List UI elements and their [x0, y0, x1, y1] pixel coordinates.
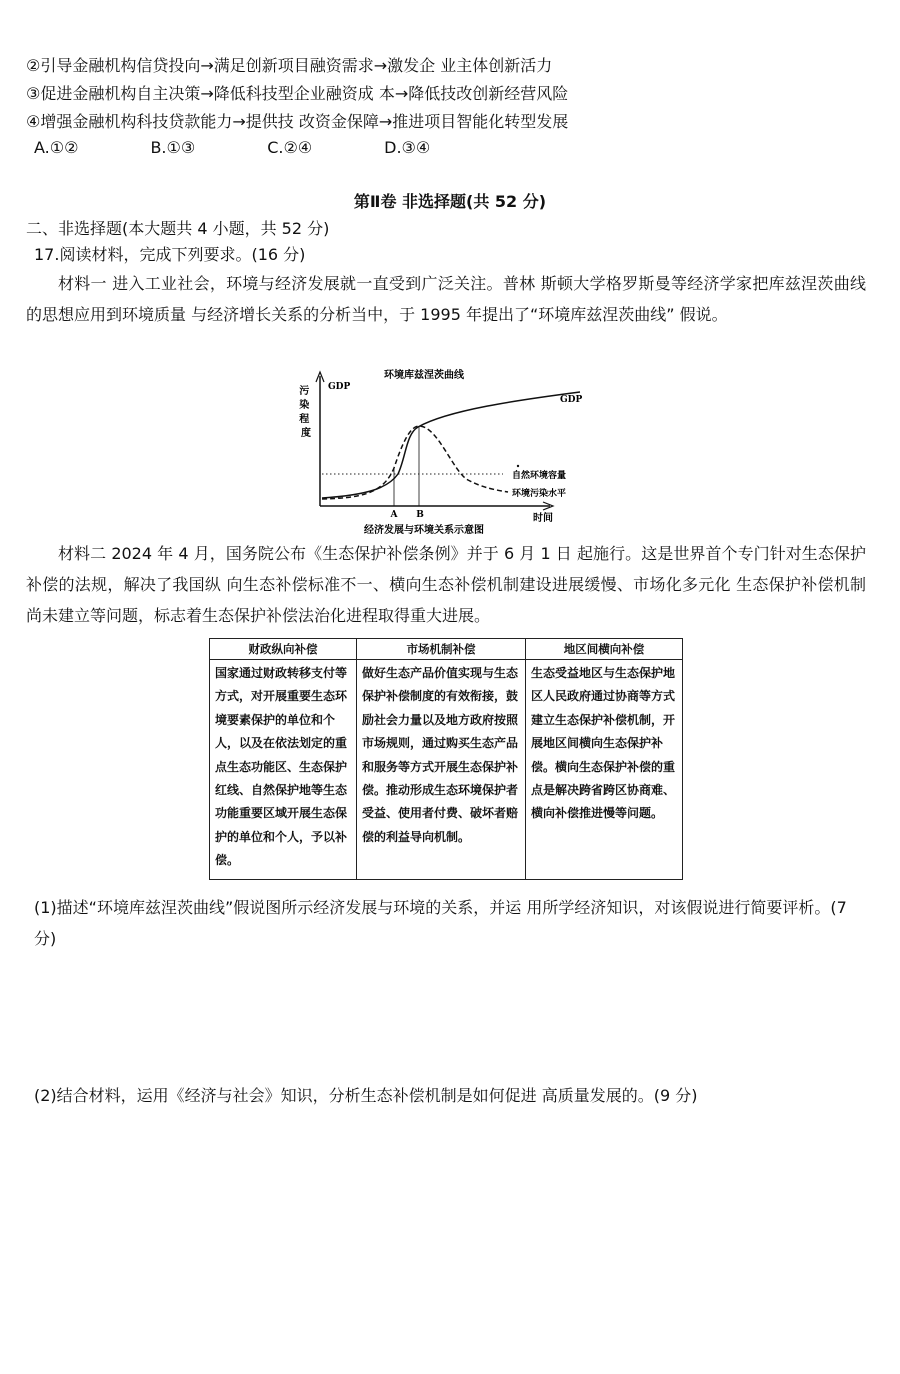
- label-pollution: 环境污染水平: [512, 489, 567, 499]
- part-heading: 二、非选择题(本大题共 4 小题，共 52 分): [26, 219, 330, 238]
- table-row: [210, 660, 683, 880]
- y-label-char-2: 染: [299, 400, 310, 411]
- series-pollution: [322, 426, 508, 499]
- pollution-label-dot: [517, 465, 519, 467]
- question-1: (1)描述“环境库兹涅茨曲线”假说图所示经济发展与环境的关系，并运 用所学经济知识，对该假说进行简要评析。(7 分): [34, 898, 847, 948]
- answer-choices: [34, 137, 502, 159]
- section-title: 第Ⅱ卷 非选择题(共 52 分): [353, 192, 547, 211]
- table-cell: 国家通过财政转移支付等方式，对开展重要生态环境要素保护的单位和个人，以及在依法划定的重点生态功能区、生态保护红线、自然保护地等生态功能重要区域开展生态保护的单位和个人，予以补偿。: [210, 660, 357, 880]
- question-header: 17.阅读材料，完成下列要求。(16 分): [34, 245, 306, 264]
- table-header: 市场机制补偿: [357, 639, 526, 660]
- marker-b-label: B: [416, 510, 424, 520]
- material-two: 材料二 2024 年 4 月，国务院公布《生态保护补偿条例》并于 6 月 1 日 起施行。这是世界首个专门针对生态保护补偿的法规，解决了我国纵 向生态补偿标准不一、横向生态补偿机制建设进展缓慢、市场化多元化 生态保护补偿机制尚未建立等问题，标志着生态保护补偿法治化进程取得重大进展。: [26, 544, 866, 625]
- label-capacity: 自然环境容量: [512, 471, 567, 481]
- y-label-char-4: 度: [301, 428, 311, 439]
- label-gdp: GDP: [560, 395, 583, 405]
- table-header: 地区间横向补偿: [526, 639, 683, 660]
- chart-caption: 经济发展与环境关系示意图: [364, 525, 484, 536]
- question-2: (2)结合材料，运用《经济与社会》知识，分析生态补偿机制是如何促进 高质量发展的。(9 分): [34, 1086, 698, 1105]
- series-gdp: [322, 392, 583, 498]
- choice-c: C.②④: [267, 138, 313, 157]
- chart-title: 环境库兹涅茨曲线: [384, 370, 464, 381]
- option-line-2: ②引导金融机构信贷投向→满足创新项目融资需求→激发企 业主体创新活力: [26, 56, 553, 75]
- table-header-row: [210, 639, 683, 660]
- x-axis-label: 时间: [533, 513, 553, 524]
- y-axis-top-label: GDP: [328, 382, 351, 392]
- choice-a: A.①②: [34, 138, 79, 157]
- table-cell: 生态受益地区与生态保护地区人民政府通过协商等方式建立生态保护补偿机制，开展地区间横向生态保护补偿。横向生态保护补偿的重点是解决跨省跨区协商难、横向补偿推进慢等问题。: [526, 660, 683, 880]
- y-label-char-3: 程: [299, 414, 310, 425]
- compensation-table: [209, 638, 683, 880]
- kuznets-curve-chart: [288, 362, 618, 538]
- option-line-3: ③促进金融机构自主决策→降低科技型企业融资成 本→降低技改创新经营风险: [26, 84, 569, 103]
- table-header: 财政纵向补偿: [210, 639, 357, 660]
- marker-a-label: A: [390, 510, 398, 520]
- option-line-4: ④增强金融机构科技贷款能力→提供技 改资金保障→推进项目智能化转型发展: [26, 112, 569, 131]
- table-cell: 做好生态产品价值实现与生态保护补偿制度的有效衔接，鼓励社会力量以及地方政府按照市场规则，通过购买生态产品和服务等方式开展生态保护补偿。推动形成生态环境保护者受益、使用者付费、破坏者赔偿的利益导向机制。: [357, 660, 526, 880]
- choice-d: D.③④: [384, 138, 431, 157]
- y-label-char-1: 污: [299, 386, 310, 397]
- choice-b: B.①③: [150, 138, 196, 157]
- y-axis-label: [299, 384, 312, 439]
- material-one: 材料一 进入工业社会，环境与经济发展就一直受到广泛关注。普林 斯顿大学格罗斯曼等经济学家把库兹涅茨曲线的思想应用到环境质量 与经济增长关系的分析当中，于 1995 年提出了“环境库兹涅茨曲线” 假说。: [26, 274, 866, 324]
